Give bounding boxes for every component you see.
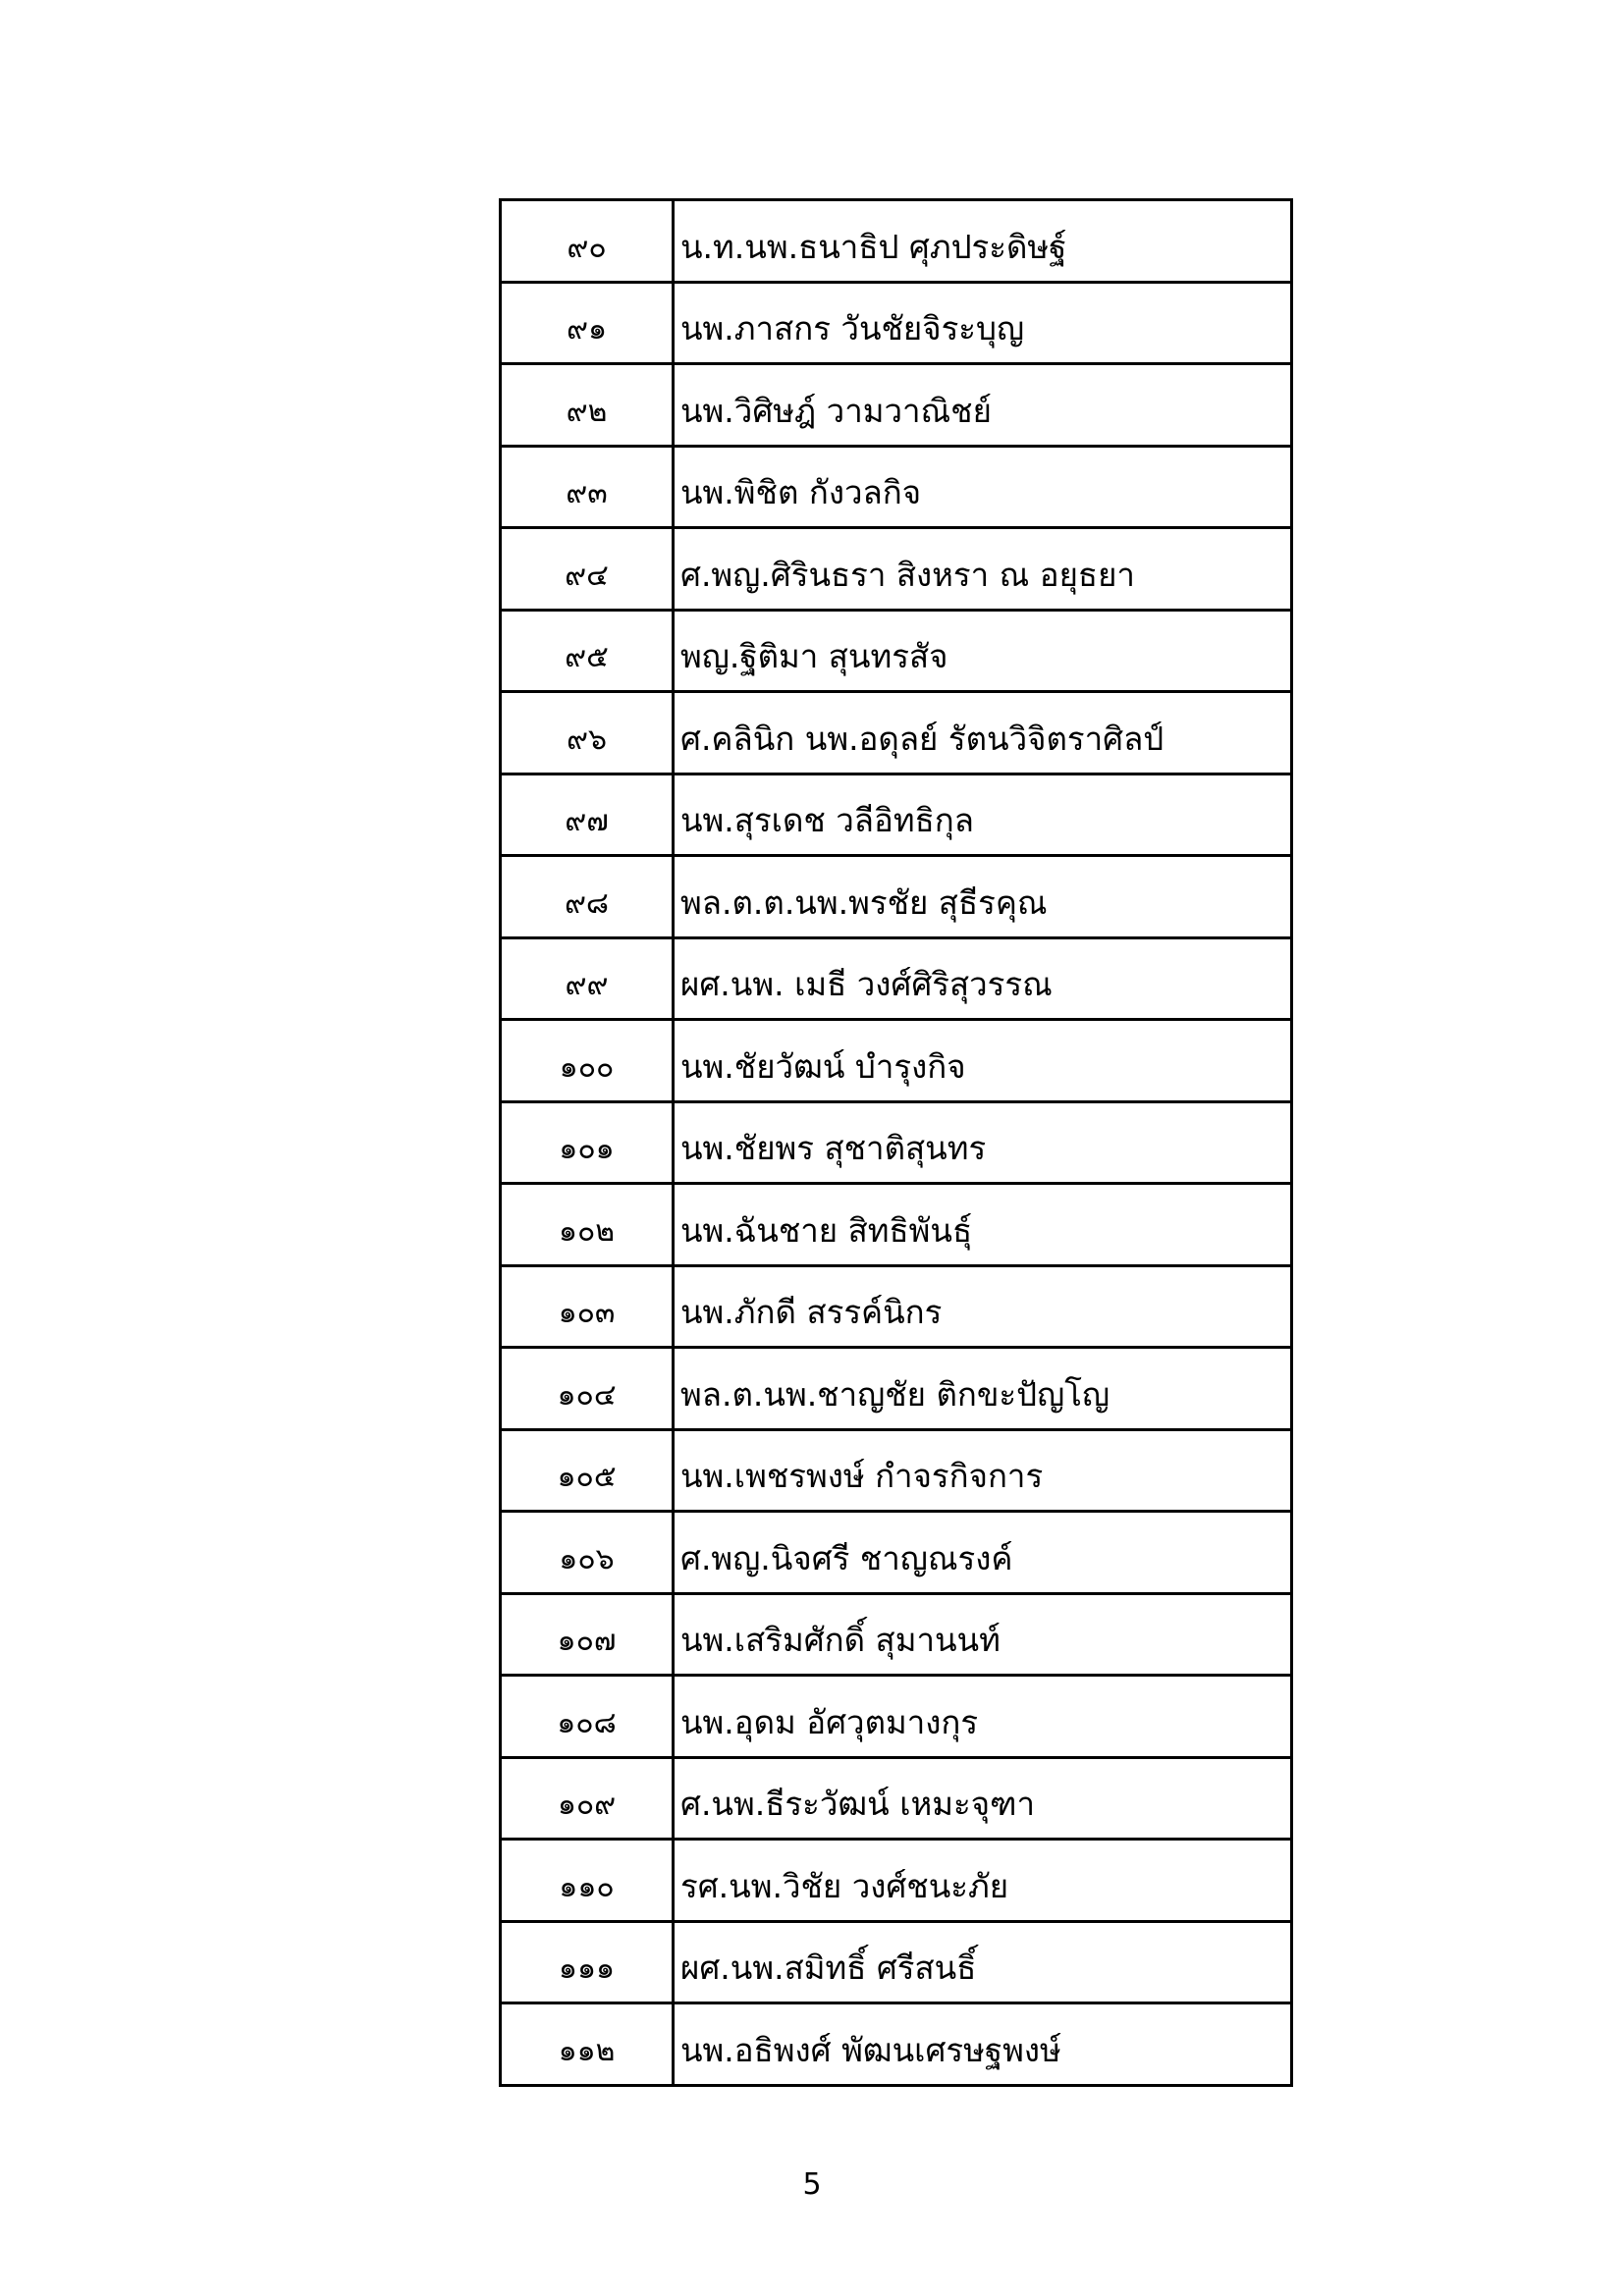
row-number-cell: ๑๑๑	[501, 1921, 674, 2003]
name-cell: นพ.เพชรพงษ์ กำจรกิจการ	[674, 1429, 1292, 1512]
table-row	[501, 446, 1292, 528]
name-cell: น.ท.นพ.ธนาธิป ศุภประดิษฐ์	[674, 200, 1292, 283]
name-cell: ศ.คลินิก นพ.อดุลย์ รัตนวิจิตราศิลป์	[674, 692, 1292, 774]
row-number-cell: ๙๙	[501, 937, 674, 1020]
row-number-cell: ๑๐๔	[501, 1348, 674, 1430]
row-number-cell: ๙๒	[501, 364, 674, 447]
name-cell: ผศ.นพ.สมิทธิ์ ศรีสนธิ์	[674, 1921, 1292, 2003]
row-number-cell: ๙๔	[501, 528, 674, 611]
name-cell: นพ.ฉันชาย สิทธิพันธุ์	[674, 1184, 1292, 1266]
table-row	[501, 200, 1292, 283]
name-cell: นพ.สุรเดช วลีอิทธิกุล	[674, 774, 1292, 856]
name-cell: ศ.พญ.นิจศรี ชาญณรงค์	[674, 1512, 1292, 1594]
name-cell: ศ.พญ.ศิรินธรา สิงหรา ณ อยุธยา	[674, 528, 1292, 611]
table-row	[501, 1184, 1292, 1266]
name-cell: นพ.ชัยพร สุชาติสุนทร	[674, 1101, 1292, 1184]
name-cell: นพ.ชัยวัฒน์ บำรุงกิจ	[674, 1020, 1292, 1102]
name-cell: นพ.วิศิษฎ์ วามวาณิชย์	[674, 364, 1292, 447]
row-number-cell: ๙๗	[501, 774, 674, 856]
row-number-cell: ๑๐๖	[501, 1512, 674, 1594]
table-row	[501, 1593, 1292, 1676]
row-number-cell: ๙๐	[501, 200, 674, 283]
name-cell: ศ.นพ.ธีระวัฒน์ เหมะจุฑา	[674, 1757, 1292, 1840]
name-cell: นพ.เสริมศักดิ์ สุมานนท์	[674, 1593, 1292, 1676]
page-number: 5	[802, 2167, 822, 2202]
table-row	[501, 1020, 1292, 1102]
row-number-cell: ๙๖	[501, 692, 674, 774]
row-number-cell: ๑๐๒	[501, 1184, 674, 1266]
table-row	[501, 1676, 1292, 1758]
table-row	[501, 1921, 1292, 2003]
table-row	[501, 1429, 1292, 1512]
name-cell: นพ.ภักดี สรรค์นิกร	[674, 1265, 1292, 1348]
table-row	[501, 937, 1292, 1020]
table-row	[501, 1348, 1292, 1430]
row-number-cell: ๙๕	[501, 610, 674, 692]
row-number-cell: ๑๐๑	[501, 1101, 674, 1184]
name-cell: พญ.ฐิติมา สุนทรสัจ	[674, 610, 1292, 692]
name-list-body	[501, 200, 1292, 2086]
table-row	[501, 2003, 1292, 2086]
name-cell: นพ.อธิพงศ์ พัฒนเศรษฐพงษ์	[674, 2003, 1292, 2086]
name-cell: นพ.พิชิต กังวลกิจ	[674, 446, 1292, 528]
table-row	[501, 1265, 1292, 1348]
row-number-cell: ๑๐๗	[501, 1593, 674, 1676]
table-row	[501, 1101, 1292, 1184]
row-number-cell: ๙๓	[501, 446, 674, 528]
row-number-cell: ๑๐๕	[501, 1429, 674, 1512]
table-row	[501, 1512, 1292, 1594]
row-number-cell: ๙๑	[501, 282, 674, 364]
row-number-cell: ๑๐๐	[501, 1020, 674, 1102]
table-row	[501, 364, 1292, 447]
name-cell: พล.ต.ต.นพ.พรชัย สุธีรคุณ	[674, 856, 1292, 938]
table-row	[501, 528, 1292, 611]
table-row	[501, 1840, 1292, 1922]
row-number-cell: ๑๑๐	[501, 1840, 674, 1922]
row-number-cell: ๑๐๙	[501, 1757, 674, 1840]
table-row	[501, 1757, 1292, 1840]
row-number-cell: ๑๐๓	[501, 1265, 674, 1348]
row-number-cell: ๑๑๒	[501, 2003, 674, 2086]
name-list-table	[499, 198, 1293, 2087]
table-row	[501, 610, 1292, 692]
name-cell: ผศ.นพ. เมธี วงศ์ศิริสุวรรณ	[674, 937, 1292, 1020]
table-row	[501, 856, 1292, 938]
name-cell: รศ.นพ.วิชัย วงศ์ชนะภัย	[674, 1840, 1292, 1922]
row-number-cell: ๙๘	[501, 856, 674, 938]
table-row	[501, 774, 1292, 856]
row-number-cell: ๑๐๘	[501, 1676, 674, 1758]
name-cell: นพ.อุดม อัศวุตมางกุร	[674, 1676, 1292, 1758]
table-row	[501, 282, 1292, 364]
name-cell: นพ.ภาสกร วันชัยจิระบุญ	[674, 282, 1292, 364]
name-cell: พล.ต.นพ.ชาญชัย ติกขะปัญโญ	[674, 1348, 1292, 1430]
table-row	[501, 692, 1292, 774]
